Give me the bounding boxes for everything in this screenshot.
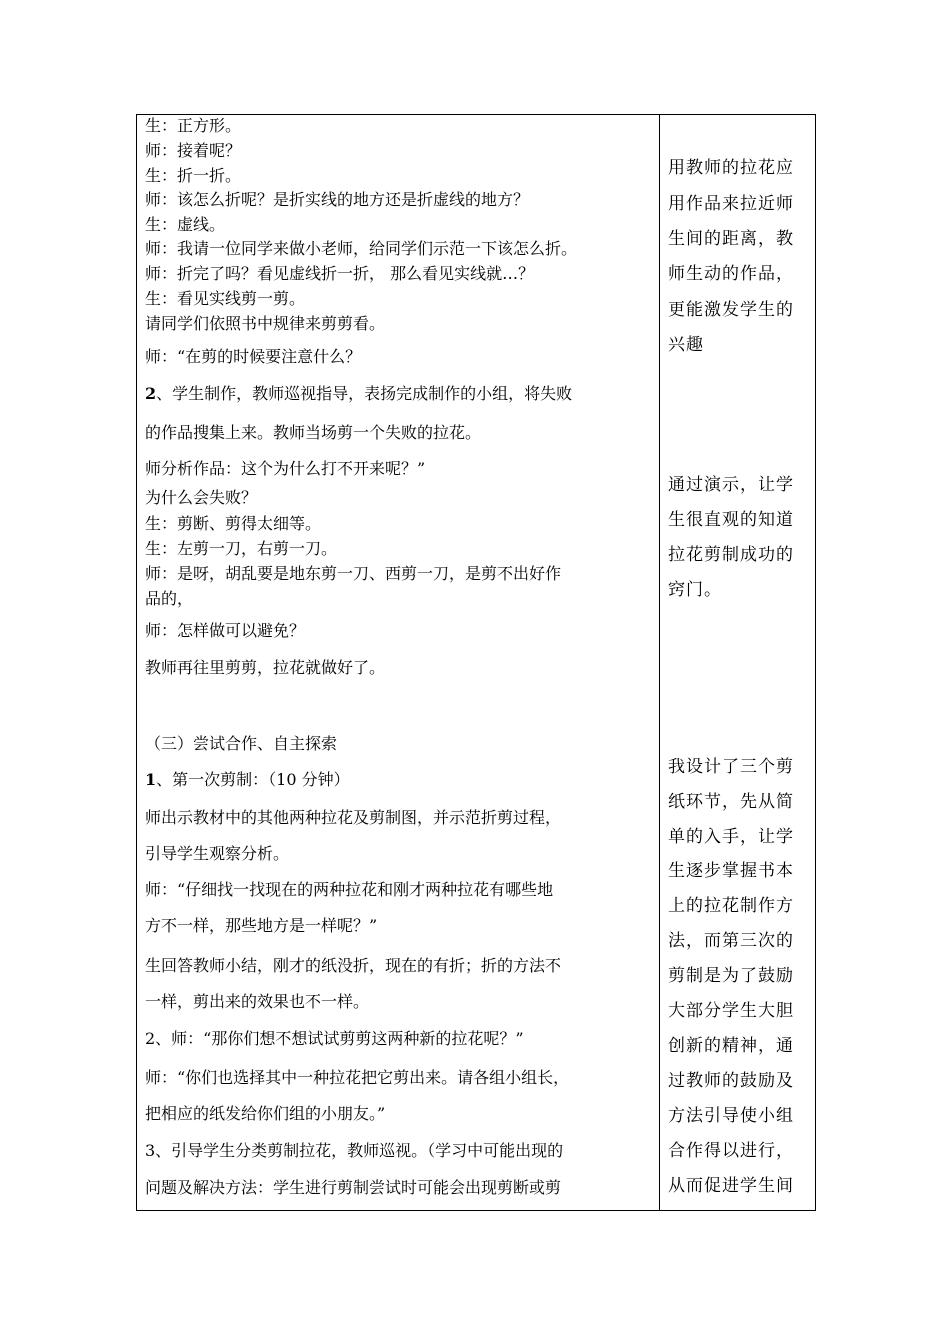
content-line xyxy=(145,239,577,259)
content-line xyxy=(145,314,385,334)
intent-line: 更能激发学生的 xyxy=(668,300,794,320)
content-line xyxy=(145,215,225,235)
intent-line: 生很直观的知道 xyxy=(668,510,794,530)
intent-line: 师生动的作品， xyxy=(668,264,794,284)
item-number: 1 xyxy=(145,770,157,789)
content-line xyxy=(145,658,385,678)
line-text: 、第一次剪制：（10 分钟） xyxy=(156,770,350,789)
content-line xyxy=(145,264,534,284)
intent-line: 合作得以进行， xyxy=(668,1141,794,1161)
line-text: 3、引导学生分类剪制拉花，教师巡视。（学习中可能出现的 xyxy=(145,1141,564,1160)
line-text: 师：折完了吗？看见虚线折一折， 那么看见实线就…？ xyxy=(145,264,535,283)
content-line xyxy=(145,141,241,161)
intent-line: 纸环节，先从简 xyxy=(668,792,794,812)
content-line xyxy=(145,956,561,976)
line-text: 问题及解决方法：学生进行剪制尝试时可能会出现剪断或剪 xyxy=(145,1178,562,1197)
content-line xyxy=(145,459,425,479)
intent-line: 过教师的鼓励及 xyxy=(668,1071,794,1091)
line-text: 生：左剪一刀，右剪一刀。 xyxy=(145,539,338,558)
content-line xyxy=(145,844,289,864)
content-line xyxy=(145,1141,563,1161)
intent-line: 我设计了三个剪 xyxy=(668,757,794,777)
line-text: 师出示教材中的其他两种拉花及剪制图，并示范折剪过程， xyxy=(145,808,562,827)
line-text: 引导学生观察分析。 xyxy=(145,844,290,863)
content-line xyxy=(145,564,561,584)
content-line xyxy=(145,621,305,641)
content-line xyxy=(145,916,377,936)
line-text: 一样，剪出来的效果也不一样。 xyxy=(145,992,370,1011)
content-line xyxy=(145,734,337,754)
line-text: 品的， xyxy=(145,589,194,608)
line-text: 的作品搜集上来。教师当场剪一个失败的拉花。 xyxy=(145,423,482,442)
line-text: 生回答教师小结，刚才的纸没折，现在的有折；折的方法不 xyxy=(145,956,562,975)
content-line xyxy=(145,1104,385,1124)
line-text: 师：怎样做可以避免？ xyxy=(145,621,306,640)
line-text: 把相应的纸发给你们组的小朋友。” xyxy=(145,1104,386,1123)
content-line xyxy=(145,289,305,309)
content-line xyxy=(145,514,321,534)
line-text: 2、师：“那你们想不想试试剪剪这两种新的拉花呢？” xyxy=(145,1029,524,1048)
content-line xyxy=(145,880,553,900)
line-text: 师：该怎么折呢？是折实线的地方还是折虚线的地方？ xyxy=(145,190,530,209)
line-text: 师分析作品：这个为什么打不开来呢？” xyxy=(145,459,426,478)
content-line xyxy=(145,770,350,790)
content-line xyxy=(145,1068,569,1088)
content-line xyxy=(145,1178,561,1198)
content-line xyxy=(145,166,241,186)
intent-line: 单的入手，让学 xyxy=(668,827,794,847)
line-text: 、学生制作，教师巡视指导，表扬完成制作的小组，将失败 xyxy=(156,384,573,403)
content-line xyxy=(145,347,361,367)
content-line xyxy=(145,190,529,210)
intent-line: 上的拉花制作方 xyxy=(668,896,794,916)
line-text: 请同学们依照书中规律来剪剪看。 xyxy=(145,314,386,333)
column-divider xyxy=(659,114,660,1211)
content-line xyxy=(145,808,561,828)
line-text: 方不一样，那些地方是一样呢？” xyxy=(145,916,378,935)
intent-line: 用作品来拉近师 xyxy=(668,194,794,214)
line-text: 师：“在剪的时候要注意什么？ xyxy=(145,347,362,366)
line-text: 师：我请一位同学来做小老师，给同学们示范一下该怎么折。 xyxy=(145,239,578,258)
intent-line: 用教师的拉花应 xyxy=(668,158,794,178)
content-line xyxy=(145,1029,524,1049)
intent-line: 方法引导使小组 xyxy=(668,1106,794,1126)
intent-line: 法，而第三次的 xyxy=(668,931,794,951)
line-text: 师：“你们也选择其中一种拉花把它剪出来。请各组小组长， xyxy=(145,1068,570,1087)
line-text: 为什么会失败？ xyxy=(145,488,258,507)
line-text: （三）尝试合作、自主探索 xyxy=(145,734,338,753)
line-text: 生：看见实线剪一剪。 xyxy=(145,289,306,308)
content-line xyxy=(145,539,337,559)
intent-line: 拉花剪制成功的 xyxy=(668,545,794,565)
line-text: 教师再往里剪剪，拉花就做好了。 xyxy=(145,658,386,677)
intent-line: 剪制是为了鼓励 xyxy=(668,966,794,986)
content-line xyxy=(145,992,369,1012)
content-line xyxy=(145,589,193,609)
content-line xyxy=(145,384,572,404)
line-text: 师：接着呢？ xyxy=(145,141,242,160)
line-text: 生：折一折。 xyxy=(145,166,242,185)
line-text: 师：“仔细找一找现在的两种拉花和刚才两种拉花有哪些地 xyxy=(145,880,554,899)
intent-line: 窍门。 xyxy=(668,580,722,600)
line-text: 师：是呀，胡乱要是地东剪一刀、西剪一刀，是剪不出好作 xyxy=(145,564,562,583)
content-line xyxy=(145,116,241,136)
intent-line: 生逐步掌握书本 xyxy=(668,861,794,881)
line-text: 生：正方形。 xyxy=(145,116,242,135)
intent-line: 大部分学生大胆 xyxy=(668,1001,794,1021)
intent-line: 生间的距离，教 xyxy=(668,229,794,249)
line-text: 生：虚线。 xyxy=(145,215,226,234)
line-text: 生：剪断、剪得太细等。 xyxy=(145,514,322,533)
content-line xyxy=(145,488,257,508)
intent-line: 兴趣 xyxy=(668,335,704,355)
item-number: 2 xyxy=(145,384,157,403)
intent-line: 从而促进学生间 xyxy=(668,1176,794,1196)
intent-line: 创新的精神，通 xyxy=(668,1036,794,1056)
content-line xyxy=(145,423,481,443)
intent-line: 通过演示，让学 xyxy=(668,475,794,495)
